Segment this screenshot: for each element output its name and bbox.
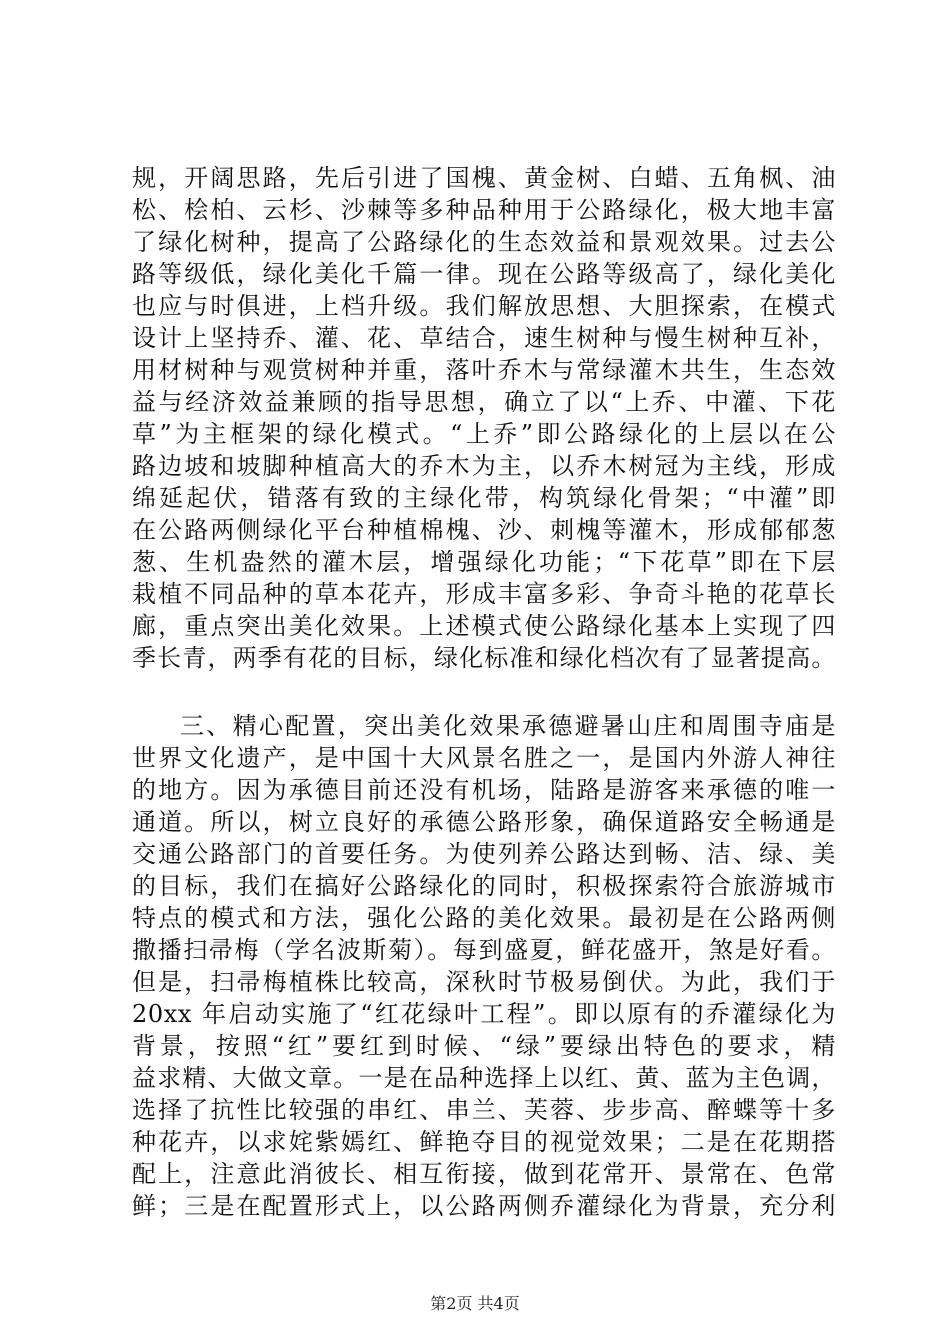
text-line: 种花卉，以求姹紫嫣红、鲜艳夺目的视觉效果；二是在花期搭 xyxy=(132,1128,836,1156)
text-line: 廊，重点突出美化效果。上述模式使公路绿化基本上实现了四 xyxy=(132,612,836,640)
paragraph-spacer xyxy=(132,674,836,710)
text-line: 用材树种与观赏树种并重，落叶乔木与常绿灌木共生，生态效 xyxy=(132,356,836,384)
text-line: 鲜；三是在配置形式上，以公路两侧乔灌绿化为背景，充分利 xyxy=(132,1192,836,1220)
text-line: 背景，按照“红”要红到时候、“绿”要绿出特色的要求，精 xyxy=(132,1032,836,1060)
text-line: 通道。所以，树立良好的承德公路形象，确保道路安全畅通是 xyxy=(132,808,836,836)
text-line: 路边坡和坡脚种植高大的乔木为主，以乔木树冠为主线，形成 xyxy=(132,452,836,480)
text-line: 葱、生机盎然的灌木层，增强绿化功能；“下花草”即在下层 xyxy=(132,548,836,576)
text-line: 绵延起伏，错落有致的主绿化带，构筑绿化骨架；“中灌”即 xyxy=(132,484,836,512)
text-line: 选择了抗性比较强的串红、串兰、芙蓉、步步高、醉蝶等十多 xyxy=(132,1096,836,1124)
document-body xyxy=(132,162,836,1222)
text-line: 了绿化树种，提高了公路绿化的生态效益和景观效果。过去公 xyxy=(132,228,836,256)
page-footer: 第2页 共4页 xyxy=(430,1294,520,1313)
text-line: 栽植不同品种的草本花卉，形成丰富多彩、争奇斗艳的花草长 xyxy=(132,580,836,608)
text-line: 益与经济效益兼顾的指导思想，确立了以“上乔、中灌、下花 xyxy=(132,388,836,416)
text-line: 特点的模式和方法，强化公路的美化效果。最初是在公路两侧 xyxy=(132,904,836,932)
text-line: 也应与时俱进，上档升级。我们解放思想、大胆探索，在模式 xyxy=(132,292,836,320)
text-line: 季长青，两季有花的目标，绿化标准和绿化档次有了显著提高。 xyxy=(132,644,836,672)
text-line: 的地方。因为承德目前还没有机场，陆路是游客来承德的唯一 xyxy=(132,776,836,804)
text-line: 世界文化遗产，是中国十大风景名胜之一，是国内外游人神往 xyxy=(132,744,836,772)
text-line: 在公路两侧绿化平台种植棉槐、沙、刺槐等灌木，形成郁郁葱 xyxy=(132,516,836,544)
text-line: 路等级低，绿化美化千篇一律。现在公路等级高了，绿化美化 xyxy=(132,260,836,288)
paragraph-greening-model xyxy=(132,162,836,674)
text-line: 设计上坚持乔、灌、花、草结合，速生树种与慢生树种互补， xyxy=(132,324,836,352)
paragraph-beautification xyxy=(132,710,836,1222)
text-line: 配上，注意此消彼长、相互衔接，做到花常开、景常在、色常 xyxy=(132,1160,836,1188)
text-line: 20xx 年启动实施了“红花绿叶工程”。即以原有的乔灌绿化为 xyxy=(132,1000,836,1028)
text-line: 规，开阔思路，先后引进了国槐、黄金树、白蜡、五角枫、油 xyxy=(132,164,836,192)
text-line: 交通公路部门的首要任务。为使列养公路达到畅、洁、绿、美 xyxy=(132,840,836,868)
text-line: 松、桧柏、云杉、沙棘等多种品种用于公路绿化，极大地丰富 xyxy=(132,196,836,224)
text-line: 的目标，我们在搞好公路绿化的同时，积极探索符合旅游城市 xyxy=(132,872,836,900)
text-line: 三、精心配置，突出美化效果承德避暑山庄和周围寺庙是 xyxy=(180,712,836,740)
text-line: 但是，扫帚梅植株比较高，深秋时节极易倒伏。为此，我们于 xyxy=(132,968,836,996)
text-line: 益求精、大做文章。一是在品种选择上以红、黄、蓝为主色调， xyxy=(132,1064,836,1092)
text-line: 撒播扫帚梅（学名波斯菊）。每到盛夏，鲜花盛开，煞是好看。 xyxy=(132,936,836,964)
text-line: 草”为主框架的绿化模式。“上乔”即公路绿化的上层以在公 xyxy=(132,420,836,448)
